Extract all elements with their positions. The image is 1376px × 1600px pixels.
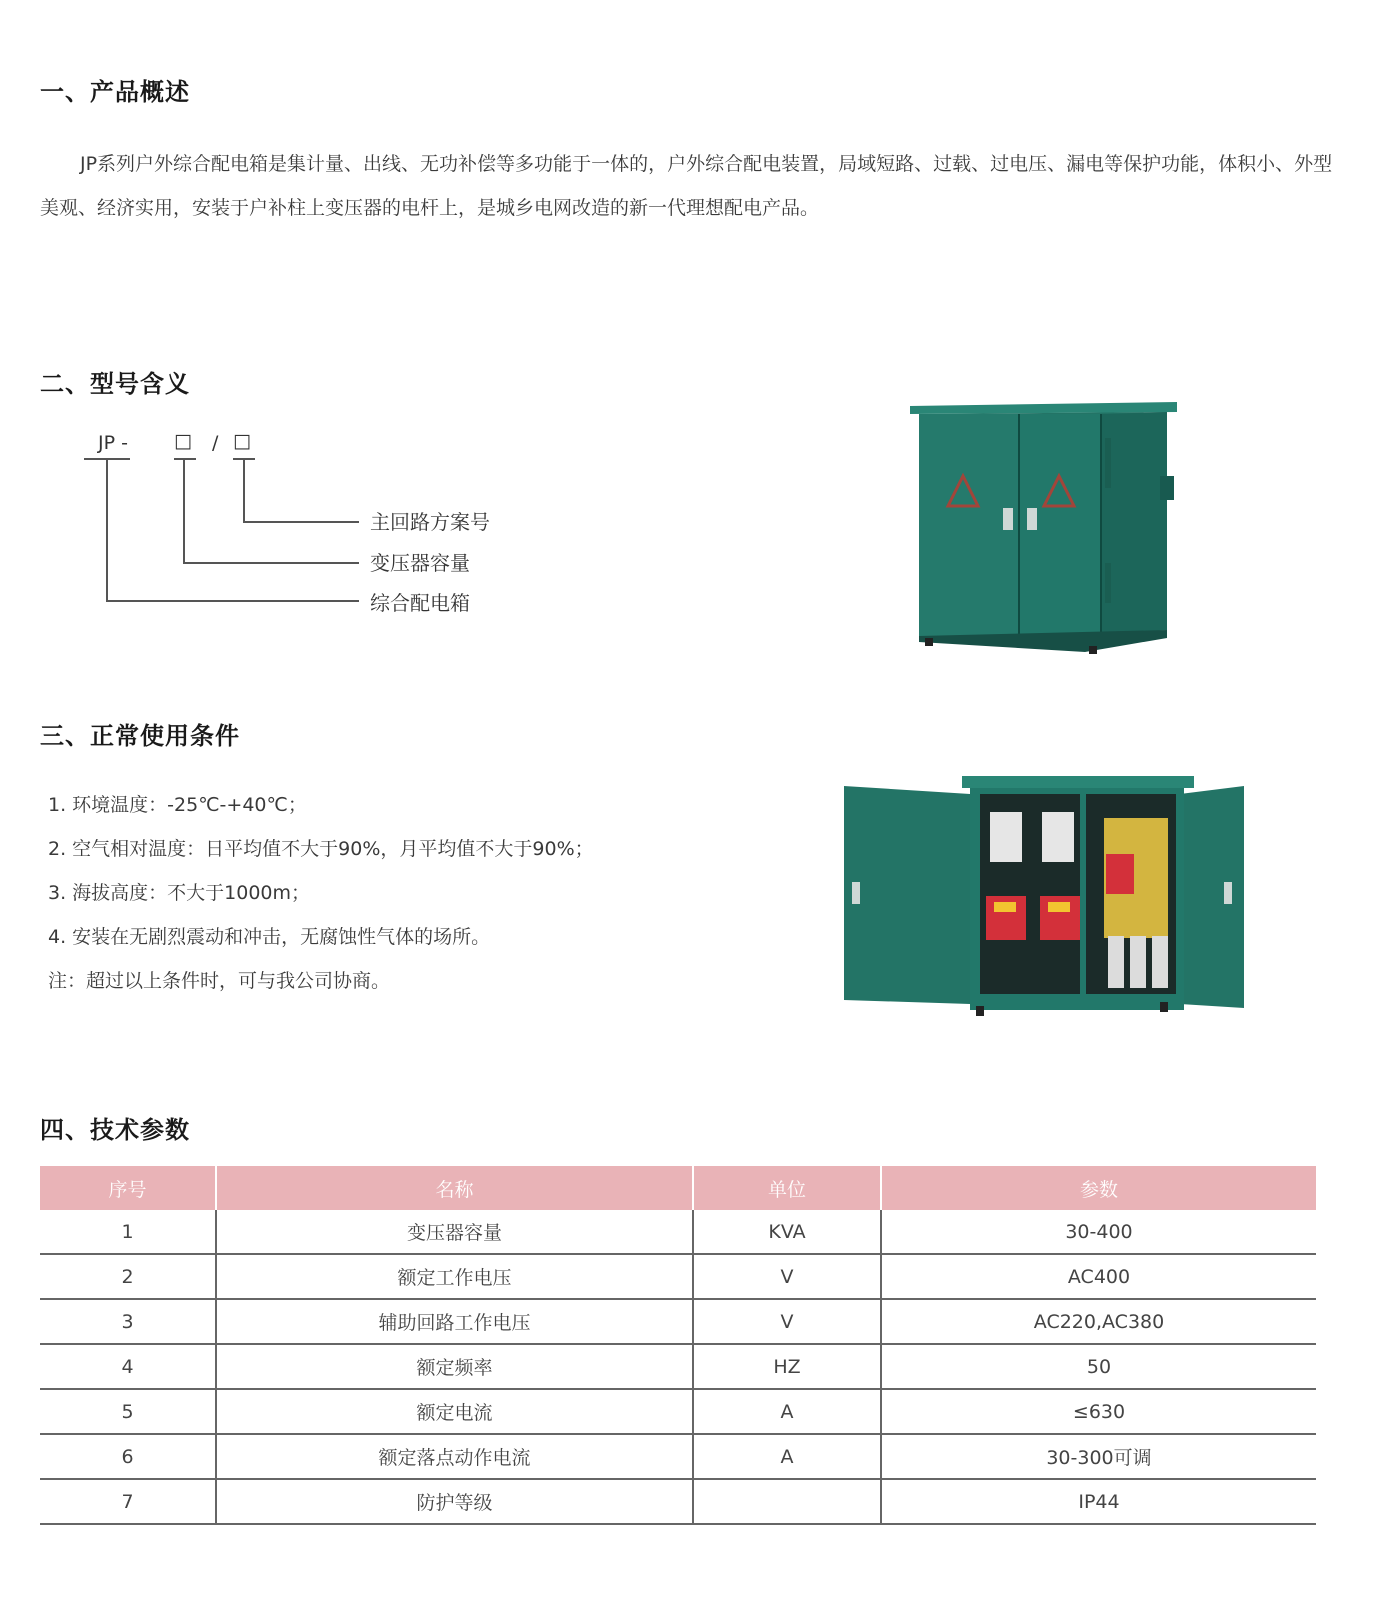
cell-index: 4 (40, 1344, 216, 1389)
condition-item: 3. 海拔高度：不大于1000m； (48, 882, 311, 904)
cell-unit: A (693, 1434, 881, 1479)
condition-item: 4. 安装在无剧烈震动和冲击，无腐蚀性气体的场所。 (48, 926, 491, 948)
model-code-box-scheme: □ (233, 430, 251, 452)
cell-index: 2 (40, 1254, 216, 1299)
cell-value: 30-300可调 (881, 1434, 1316, 1479)
model-code-box-capacity: □ (174, 430, 192, 452)
cell-name: 额定落点动作电流 (216, 1434, 693, 1479)
overview-heading: 一、产品概述 (40, 78, 190, 106)
table-row (40, 1210, 1316, 1254)
cell-index: 7 (40, 1479, 216, 1524)
specs-table (40, 1166, 1316, 1525)
label-transformer-capacity: 变压器容量 (370, 551, 470, 575)
cell-unit: KVA (693, 1210, 881, 1254)
condition-note: 注：超过以上条件时，可与我公司协商。 (48, 970, 391, 992)
cell-value: AC220,AC380 (881, 1299, 1316, 1344)
leader-box-vertical (106, 460, 108, 602)
condition-item: 1. 环境温度：-25℃-+40℃； (48, 794, 307, 816)
conditions-heading: 三、正常使用条件 (40, 722, 240, 750)
cell-name: 额定工作电压 (216, 1254, 693, 1299)
model-code-prefix: JP - (98, 432, 128, 454)
col-header-name: 名称 (216, 1166, 693, 1210)
leader-capacity-horizontal (183, 562, 359, 564)
cell-unit (693, 1479, 881, 1524)
label-distribution-box: 综合配电箱 (370, 591, 470, 615)
cell-value: IP44 (881, 1479, 1316, 1524)
cell-value: 50 (881, 1344, 1316, 1389)
col-header-index: 序号 (40, 1166, 216, 1210)
leader-scheme-horizontal (243, 521, 359, 523)
cell-index: 6 (40, 1434, 216, 1479)
cell-index: 1 (40, 1210, 216, 1254)
col-header-value: 参数 (881, 1166, 1316, 1210)
specs-heading: 四、技术参数 (40, 1116, 190, 1144)
cell-index: 5 (40, 1389, 216, 1434)
open-cabinet-image (840, 772, 1250, 1022)
table-row (40, 1254, 1316, 1299)
table-row (40, 1299, 1316, 1344)
model-heading: 二、型号含义 (40, 370, 190, 398)
cell-value: ≤630 (881, 1389, 1316, 1434)
table-row (40, 1479, 1316, 1524)
cell-name: 额定频率 (216, 1344, 693, 1389)
cell-value: 30-400 (881, 1210, 1316, 1254)
cell-index: 3 (40, 1299, 216, 1344)
cell-name: 防护等级 (216, 1479, 693, 1524)
cell-name: 辅助回路工作电压 (216, 1299, 693, 1344)
table-row (40, 1389, 1316, 1434)
table-row (40, 1434, 1316, 1479)
cell-name: 变压器容量 (216, 1210, 693, 1254)
cell-unit: V (693, 1299, 881, 1344)
closed-cabinet-image (905, 398, 1185, 660)
cell-name: 额定电流 (216, 1389, 693, 1434)
model-code-slash: / (212, 432, 219, 454)
col-header-unit: 单位 (693, 1166, 881, 1210)
leader-capacity-vertical (183, 460, 185, 564)
leader-box-horizontal (106, 600, 359, 602)
overview-paragraph (40, 142, 1335, 230)
specs-header-row (40, 1166, 1316, 1210)
overview-text: JP系列户外综合配电箱是集计量、出线、无功补偿等多功能于一体的，户外综合配电装置，局域短路、过载、过电压、漏电等保护功能，体积小、外型美观、经济实用，安装于户补柱上变压器的电杆上，是城乡电网改造的新一代理想配电产品。 (40, 153, 1333, 219)
leader-scheme-vertical (243, 460, 245, 522)
cell-unit: HZ (693, 1344, 881, 1389)
table-row (40, 1344, 1316, 1389)
code-underline-capacity (174, 458, 196, 460)
cell-unit: A (693, 1389, 881, 1434)
label-main-circuit-scheme: 主回路方案号 (370, 510, 490, 534)
cell-unit: V (693, 1254, 881, 1299)
condition-item: 2. 空气相对温度：日平均值不大于90%，月平均值不大于90%； (48, 838, 594, 860)
cell-value: AC400 (881, 1254, 1316, 1299)
